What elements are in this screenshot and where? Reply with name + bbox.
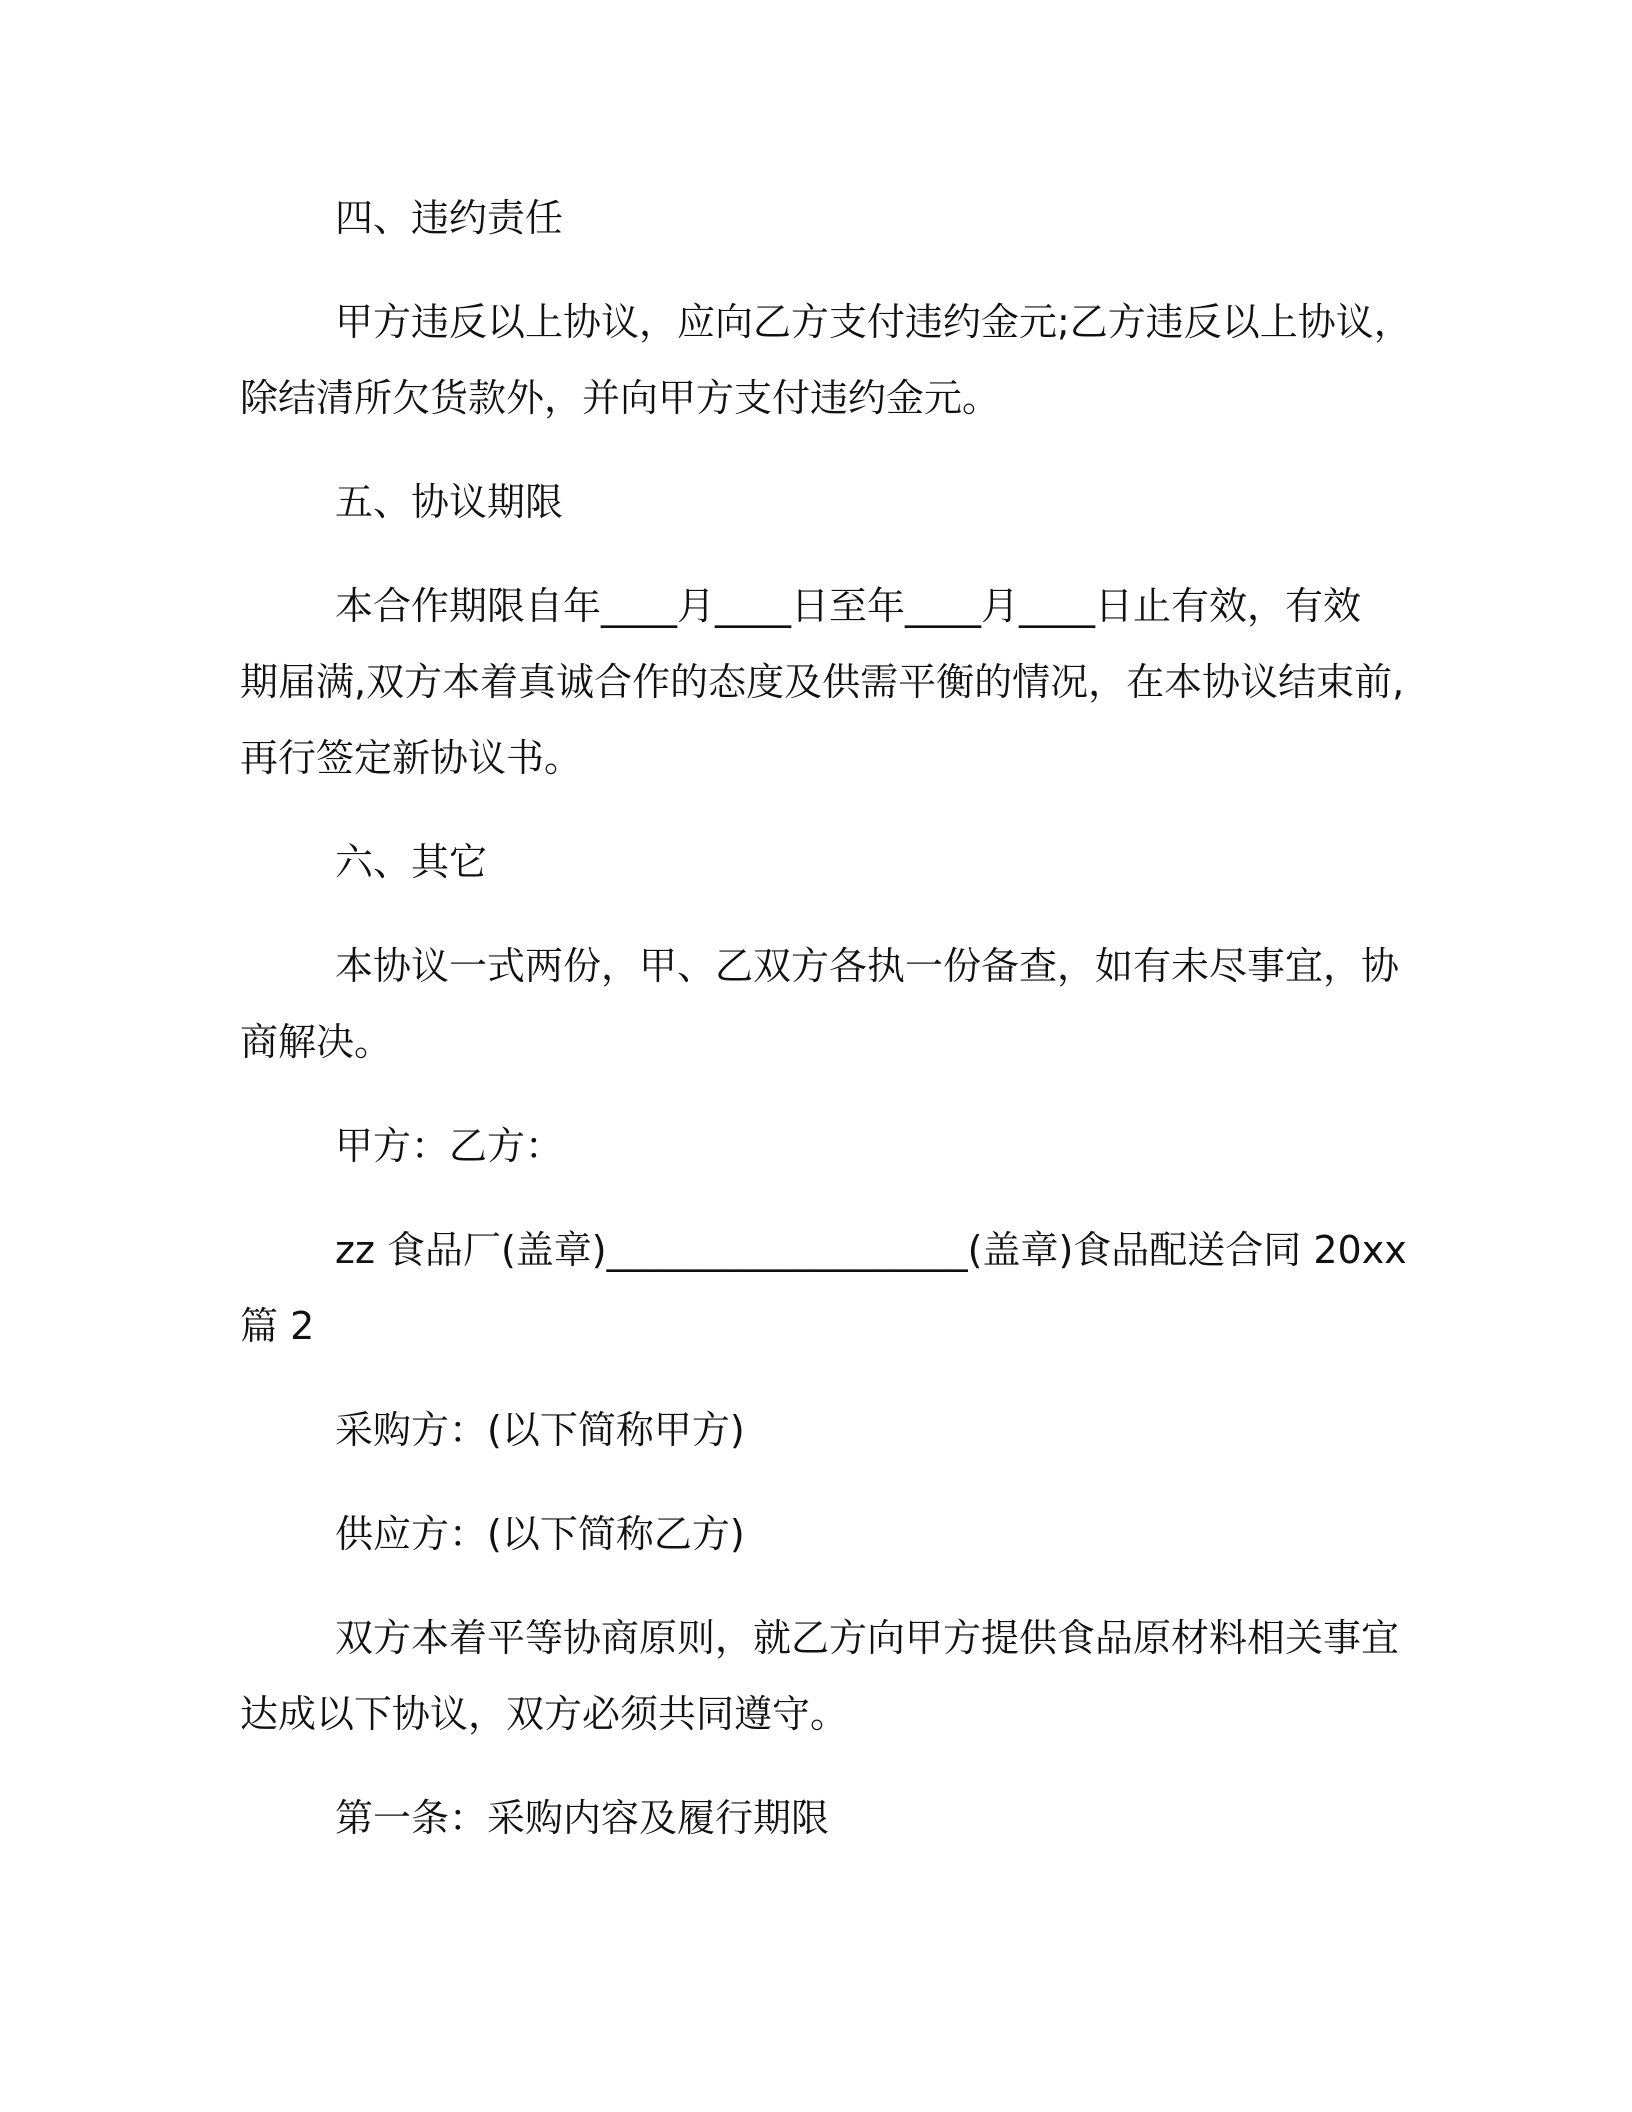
section4-heading: 四、违约责任	[335, 196, 564, 240]
buyer-line: 采购方：(以下简称甲方)	[335, 1408, 745, 1452]
section5-body-line2: 期届满,双方本着真诚合作的态度及供需平衡的情况，在本协议结束前,	[240, 660, 1405, 704]
section4-body-line1: 甲方违反以上协议，应向乙方支付违约金元;乙方违反以上协议，	[335, 300, 1412, 344]
section5-body-line3: 再行签定新协议书。	[240, 736, 583, 780]
section6-body-line2: 商解决。	[240, 1020, 393, 1064]
seal-line: zz 食品厂(盖章)___________________(盖章)食品配送合同 20xx	[335, 1228, 1407, 1272]
section6-heading: 六、其它	[335, 840, 488, 884]
section5-body-line1: 本合作期限自年____月____日至年____月____日止有效，有效	[335, 584, 1362, 628]
article1-heading: 第一条：采购内容及履行期限	[335, 1796, 830, 1840]
section6-body-line1: 本协议一式两份，甲、乙双方各执一份备查，如有未尽事宜，协	[335, 944, 1400, 988]
section4-body-line2: 除结清所欠货款外，并向甲方支付违约金元。	[240, 376, 1001, 420]
preamble-line1: 双方本着平等协商原则，就乙方向甲方提供食品原材料相关事宜	[335, 1616, 1400, 1660]
section5-heading: 五、协议期限	[335, 480, 564, 524]
preamble-line2: 达成以下协议，双方必须共同遵守。	[240, 1692, 849, 1736]
seal-line-continuation: 篇 2	[240, 1304, 315, 1348]
parties-line: 甲方：乙方：	[335, 1124, 564, 1168]
supplier-line: 供应方：(以下简称乙方)	[335, 1512, 745, 1556]
